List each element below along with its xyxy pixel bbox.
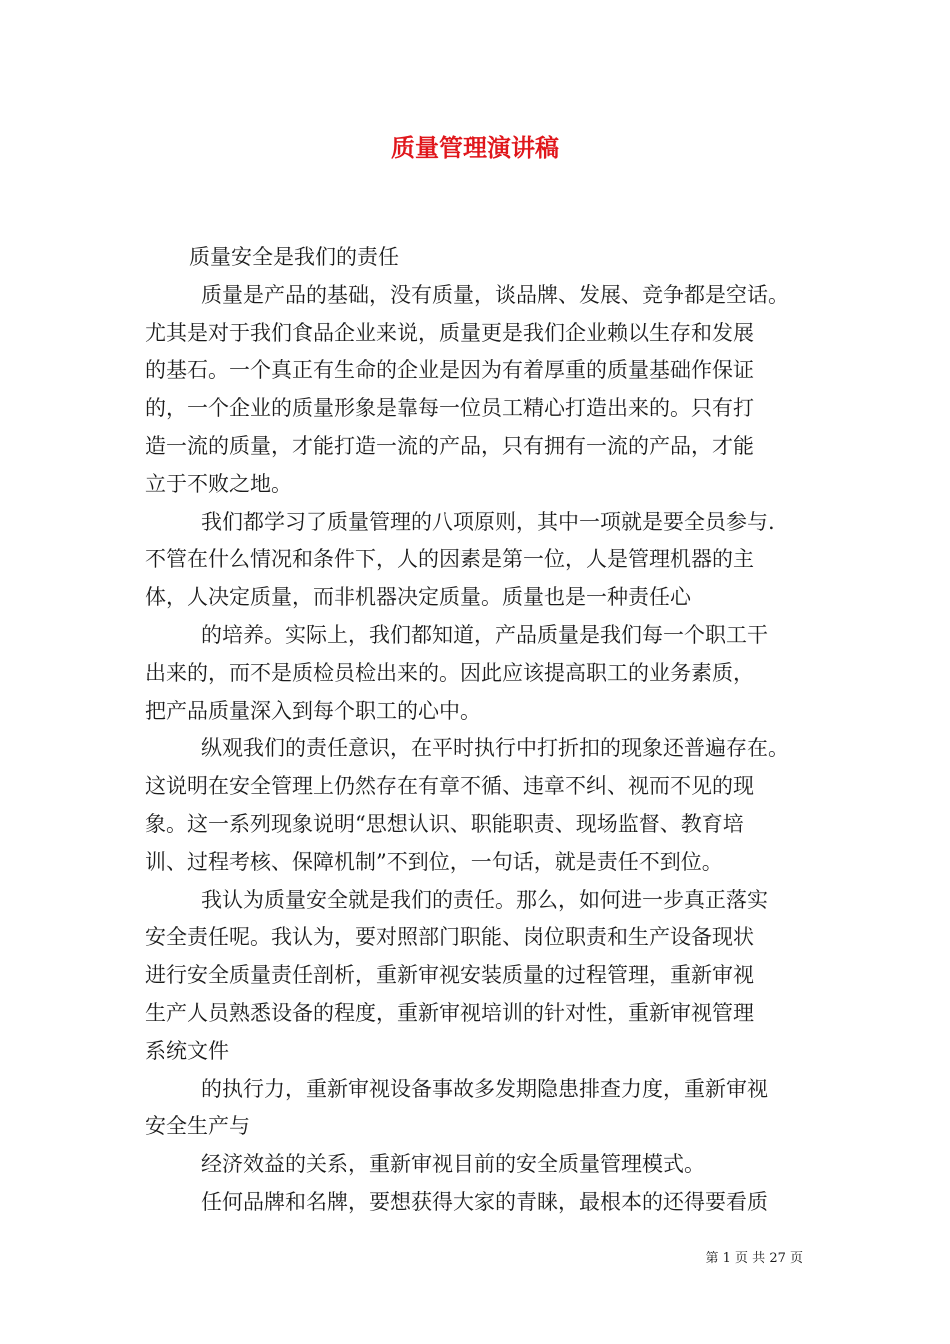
body-line: 质量是产品的基础，没有质量，谈品牌、发展、竞争都是空话。 [201, 282, 789, 307]
document-body [145, 239, 825, 1222]
body-line: 象。这一系列现象说明“思想认识、职能职责、现场监督、教育培 [145, 811, 744, 836]
body-line: 训、过程考核、保障机制”不到位，一句话，就是责任不到位。 [145, 849, 723, 874]
body-line: 出来的，而不是质检员检出来的。因此应该提高职工的业务素质， [145, 660, 754, 685]
body-line: 把产品质量深入到每个职工的心中。 [145, 698, 481, 723]
body-line: 经济效益的关系，重新审视目前的安全质量管理模式。 [201, 1152, 705, 1177]
body-line: 生产人员熟悉设备的程度，重新审视培训的针对性，重新审视管理 [145, 1000, 754, 1025]
page-number-footer: 第 1 页 共 27 页 [705, 1251, 803, 1266]
body-line: 尤其是对于我们食品企业来说，质量更是我们企业赖以生存和发展 [145, 320, 754, 345]
body-line: 这说明在安全管理上仍然存在有章不循、违章不纠、视而不见的现 [145, 774, 754, 799]
body-line: 质量安全是我们的责任 [189, 245, 399, 269]
body-line: 不管在什么情况和条件下，人的因素是第一位，人是管理机器的主 [145, 547, 754, 572]
body-line: 的基石。一个真正有生命的企业是因为有着厚重的质量基础作保证 [145, 358, 754, 383]
page-title: 质量管理演讲稿 [391, 133, 559, 162]
body-line: 造一流的质量，才能打造一流的产品，只有拥有一流的产品，才能 [145, 433, 754, 458]
body-line: 安全责任呢。我认为，要对照部门职能、岗位职责和生产设备现状 [145, 925, 754, 950]
body-line: 进行安全质量责任剖析，重新审视安装质量的过程管理，重新审视 [145, 963, 754, 988]
body-line: 安全生产与 [145, 1114, 250, 1139]
body-line: 纵观我们的责任意识，在平时执行中打折扣的现象还普遍存在。 [201, 736, 789, 761]
body-line: 我们都学习了质量管理的八项原则，其中一项就是要全员参与. [201, 509, 775, 534]
body-line: 我认为质量安全就是我们的责任。那么，如何进一步真正落实 [201, 887, 768, 912]
body-line: 的培养。实际上，我们都知道，产品质量是我们每一个职工干 [201, 622, 768, 647]
body-line: 系统文件 [145, 1038, 229, 1063]
body-line: 的，一个企业的质量形象是靠每一位员工精心打造出来的。只有打 [145, 396, 754, 421]
body-line: 的执行力，重新审视设备事故多发期隐患排查力度，重新审视 [201, 1076, 768, 1101]
body-line: 立于不败之地。 [145, 471, 292, 496]
body-line: 体，人决定质量，而非机器决定质量。质量也是一种责任心 [145, 585, 691, 610]
body-line: 任何品牌和名牌，要想获得大家的青睐，最根本的还得要看质 [201, 1189, 768, 1214]
